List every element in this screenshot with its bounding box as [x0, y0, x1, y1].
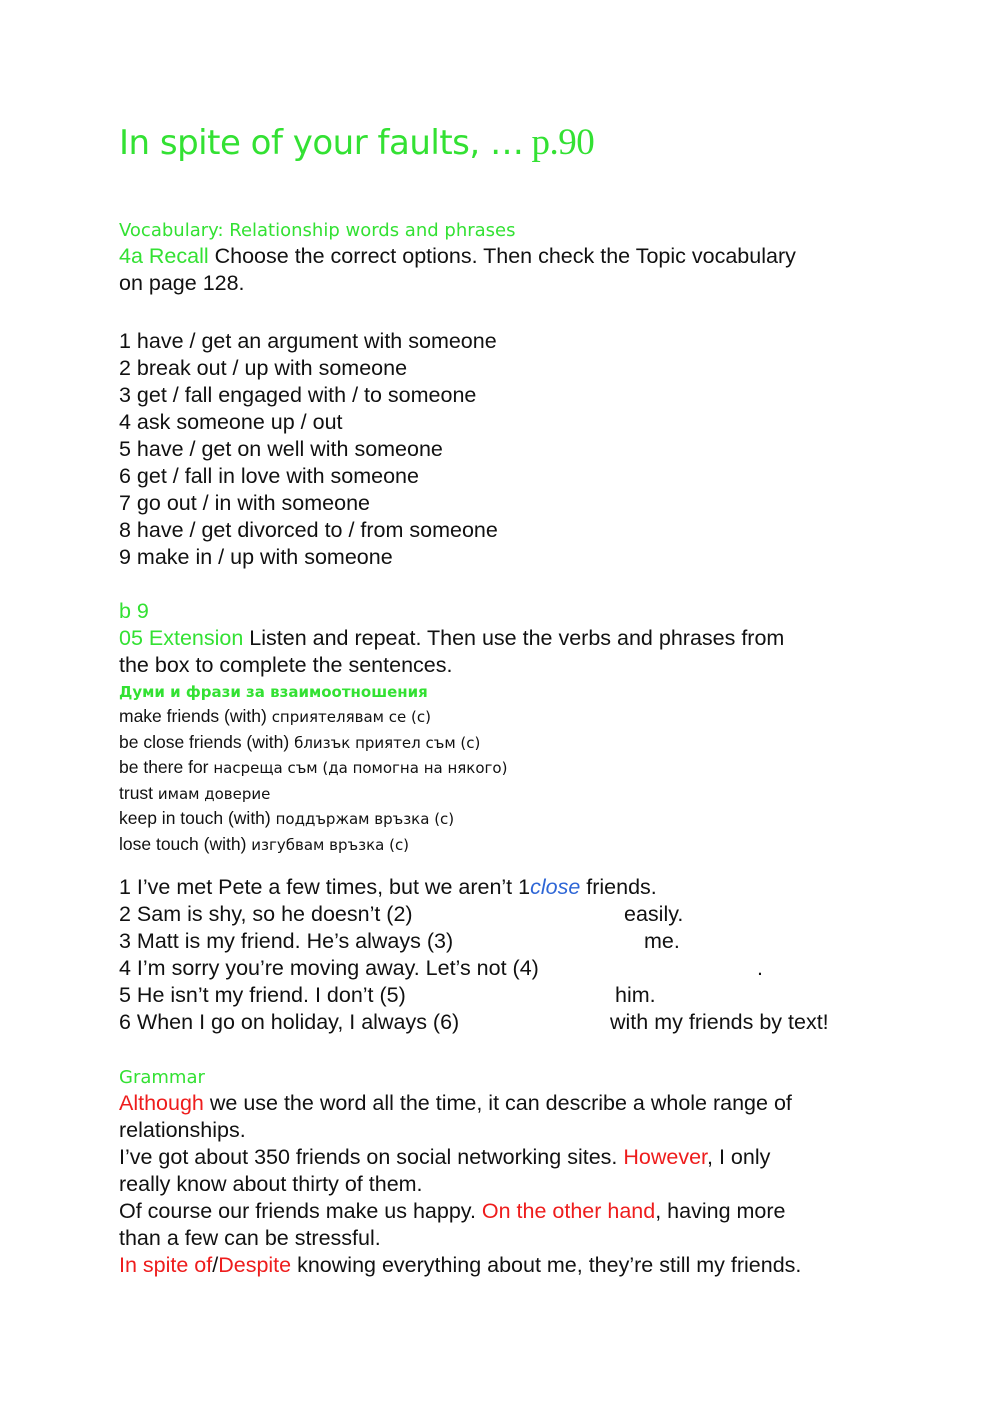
sentence-text: 4 I’m sorry you’re moving away. Let’s not (4)	[119, 956, 539, 980]
grammar-example-4	[119, 1252, 801, 1279]
list-item: 7 go out / in with someone	[119, 491, 370, 515]
list-item: 8 have / get divorced to / from someone	[119, 518, 498, 542]
phrase-en: make friends (with)	[119, 706, 272, 726]
example-text: I’ve got about 350 friends on social networking sites.	[119, 1145, 624, 1169]
grammar-example-2-cont: really know about thirty of them.	[119, 1172, 423, 1196]
grammar-example-1-cont: relationships.	[119, 1118, 246, 1142]
title-text: In spite of your faults, …	[119, 123, 524, 163]
keyword: In spite of	[119, 1253, 213, 1277]
example-text: , having more	[655, 1199, 786, 1223]
keyword: However	[623, 1145, 708, 1169]
sentence-text: 1 I’ve met Pete a few times, but we aren’t 1	[119, 875, 531, 899]
sentence-end: him.	[615, 983, 656, 1007]
answer-text: close	[530, 875, 581, 899]
grammar-heading: Grammar	[119, 1067, 205, 1088]
example-text: we use the word all the time, it can describe a whole range of	[203, 1091, 792, 1115]
sentence-3	[119, 928, 939, 955]
phrase-item	[119, 755, 507, 781]
sentence-end: easily.	[624, 902, 684, 926]
phrase-bg: близък приятел съм (с)	[294, 733, 481, 752]
keyword: Although	[119, 1091, 204, 1115]
sentence-4	[119, 955, 939, 982]
extension-instruction-cont: the box to complete the sentences.	[119, 653, 453, 677]
vocabulary-list	[119, 328, 498, 571]
sentence-end: with my friends by text!	[610, 1010, 829, 1034]
sentence-end: .	[757, 956, 763, 980]
example-text: , I only	[707, 1145, 771, 1169]
slash: /	[212, 1253, 219, 1277]
list-item: 4 ask someone up / out	[119, 410, 343, 434]
phrase-box-heading: Думи и фрази за взаимоотношения	[119, 683, 428, 701]
list-item: 2 break out / up with someone	[119, 356, 408, 380]
phrase-item	[119, 832, 507, 858]
phrase-item	[119, 730, 507, 756]
example-text: Of course our friends make us happy.	[119, 1199, 482, 1223]
keyword: On the other hand	[481, 1199, 656, 1223]
sentence-text: 5 He isn’t my friend. I don’t (5)	[119, 983, 406, 1007]
phrase-en: trust	[119, 782, 158, 803]
keyword: Despite	[218, 1253, 292, 1277]
phrase-en: lose touch (with)	[119, 833, 252, 854]
vocabulary-section	[119, 219, 796, 297]
list-item: 1 have / get an argument with someone	[119, 329, 497, 353]
list-item: 5 have / get on well with someone	[119, 437, 443, 461]
grammar-example-3	[119, 1198, 801, 1225]
gap-fill-sentences	[119, 874, 939, 1036]
phrase-bg: изгубвам връзка (с)	[251, 835, 410, 854]
grammar-example-3-cont: than a few can be stressful.	[119, 1226, 381, 1250]
sentence-5	[119, 982, 939, 1009]
exercise-4a-instruction	[119, 243, 796, 270]
phrase-bg: насреща съм (да помогна на някого)	[213, 759, 508, 778]
list-item: 9 make in / up with someone	[119, 545, 393, 569]
sentence-text: 6 When I go on holiday, I always (6)	[119, 1010, 460, 1034]
sentence-6	[119, 1009, 939, 1036]
grammar-example-1	[119, 1090, 801, 1117]
grammar-example-2	[119, 1144, 801, 1171]
phrase-item	[119, 704, 507, 730]
phrase-bg: поддържам връзка (с)	[275, 810, 455, 829]
exercise-b-label: b 9	[119, 599, 149, 623]
phrase-item	[119, 806, 507, 832]
phrase-en: be there for	[119, 757, 214, 778]
phrase-en: keep in touch (with)	[119, 808, 276, 829]
sentence-end: friends.	[580, 875, 657, 899]
list-item: 6 get / fall in love with someone	[119, 464, 419, 488]
sentence-text: 3 Matt is my friend. He’s always (3)	[119, 929, 454, 953]
page-title	[119, 121, 594, 164]
phrase-bg: сприятелявам се (с)	[271, 708, 431, 726]
extension-label: 05 Extension	[119, 626, 244, 650]
exercise-4a-label: 4a Recall	[119, 244, 209, 268]
example-text: knowing everything about me, they’re still my friends.	[291, 1253, 802, 1277]
exercise-4a-instruction-cont: on page 128.	[119, 271, 245, 295]
sentence-text: 2 Sam is shy, so he doesn’t (2)	[119, 902, 413, 926]
sentence-end: me.	[644, 929, 680, 953]
sentence-1	[119, 874, 939, 901]
phrase-en: be close friends (with)	[119, 731, 295, 752]
extension-text: Listen and repeat. Then use the verbs and phrases from	[243, 626, 785, 650]
sentence-2	[119, 901, 939, 928]
phrase-bg: имам доверие	[157, 784, 271, 803]
exercise-4a-text: Choose the correct options. Then check the Topic vocabulary	[208, 244, 796, 268]
vocabulary-heading: Vocabulary: Relationship words and phrases	[119, 220, 516, 241]
phrase-box	[119, 680, 507, 858]
grammar-section	[119, 1066, 801, 1279]
extension-section	[119, 598, 784, 679]
list-item: 3 get / fall engaged with / to someone	[119, 383, 477, 407]
title-page-ref: p.90	[531, 122, 595, 163]
phrase-item	[119, 781, 507, 807]
extension-instruction	[119, 625, 784, 652]
